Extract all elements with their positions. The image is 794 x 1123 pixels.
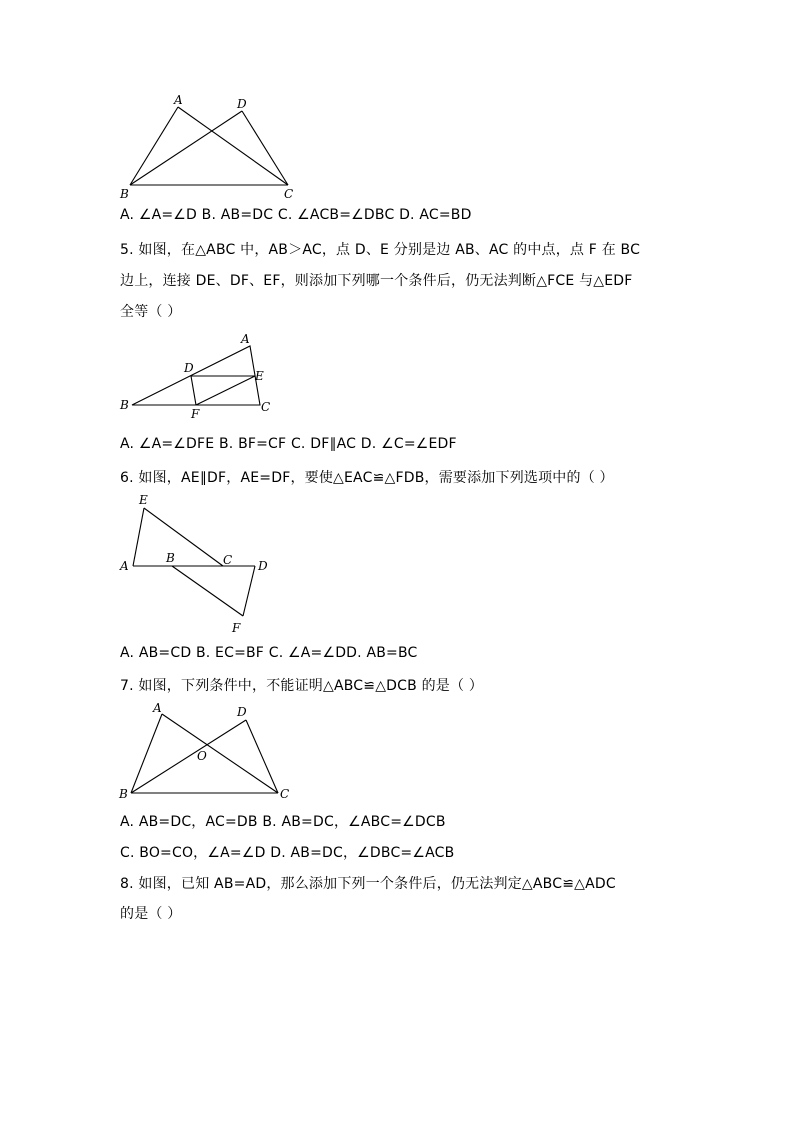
label-e: E	[139, 493, 148, 507]
label-b: B	[120, 187, 129, 201]
label-e: E	[255, 369, 264, 383]
segment-bf	[172, 566, 243, 616]
q5-text-line3: 全等（ ）	[120, 304, 182, 320]
q5-text-line1: 5. 如图，在△ABC 中，AB＞AC，点 D、E 分别是边 AB、AC 的中点，点 F 在 BC	[120, 242, 641, 258]
segment-ba	[131, 714, 162, 793]
q7-options-line2: C. BO=CO，∠A=∠D D. AB=DC，∠DBC=∠ACB	[120, 845, 455, 861]
segment-ec	[144, 508, 223, 566]
segment-df	[191, 376, 196, 405]
segment-ae	[133, 508, 144, 566]
q7-text-line1: 7. 如图，下列条件中，不能证明△ABC≌△DCB 的是（ ）	[120, 678, 484, 694]
label-c: C	[280, 787, 290, 801]
label-b: B	[166, 551, 175, 565]
segment-dc	[242, 111, 288, 185]
label-a: A	[174, 93, 183, 107]
q6-text-line1: 6. 如图，AE∥DF，AE=DF，要使△EAC≌△FDB，需要添加下列选项中的（ ）	[120, 470, 614, 486]
label-a: A	[120, 559, 129, 573]
q5-options: A. ∠A=∠DFE B. BF=CF C. DF∥AC D. ∠C=∠EDF	[120, 436, 457, 452]
label-o: O	[197, 749, 207, 763]
q8-text-line2: 的是（ ）	[120, 906, 182, 922]
label-d: D	[237, 97, 247, 111]
label-a: A	[153, 701, 162, 715]
segment-ac	[178, 107, 288, 185]
label-d: D	[184, 361, 194, 375]
figure-q4-triangles	[110, 92, 310, 204]
label-d: D	[258, 559, 268, 573]
figure-q6-triangles	[115, 490, 285, 638]
segment-bd	[130, 111, 242, 185]
label-f: F	[232, 621, 241, 635]
figure-q7-triangles	[115, 700, 300, 805]
label-a: A	[241, 332, 250, 346]
q4-options: A. ∠A=∠D B. AB=DC C. ∠ACB=∠DBC D. AC=BD	[120, 207, 472, 223]
label-f: F	[191, 407, 200, 421]
segment-bd	[131, 720, 246, 793]
label-c: C	[261, 400, 271, 414]
label-c: C	[223, 553, 233, 567]
q6-options: A. AB=CD B. EC=BF C. ∠A=∠DD. AB=BC	[120, 645, 418, 661]
figure-q5-triangle	[115, 330, 285, 422]
label-b: B	[120, 398, 129, 412]
q5-text-line2: 边上，连接 DE、DF、EF，则添加下列哪一个条件后，仍无法判断△FCE 与△EDF	[120, 273, 633, 289]
label-b: B	[119, 787, 128, 801]
q7-options-line1: A. AB=DC，AC=DB B. AB=DC，∠ABC=∠DCB	[120, 814, 446, 830]
label-c: C	[284, 187, 294, 201]
segment-df	[243, 566, 255, 616]
segment-ba	[130, 107, 178, 185]
segment-fe	[196, 376, 255, 405]
label-d: D	[237, 705, 247, 719]
q8-text-line1: 8. 如图，已知 AB=AD，那么添加下列一个条件后，仍无法判定△ABC≌△ADC	[120, 876, 616, 892]
